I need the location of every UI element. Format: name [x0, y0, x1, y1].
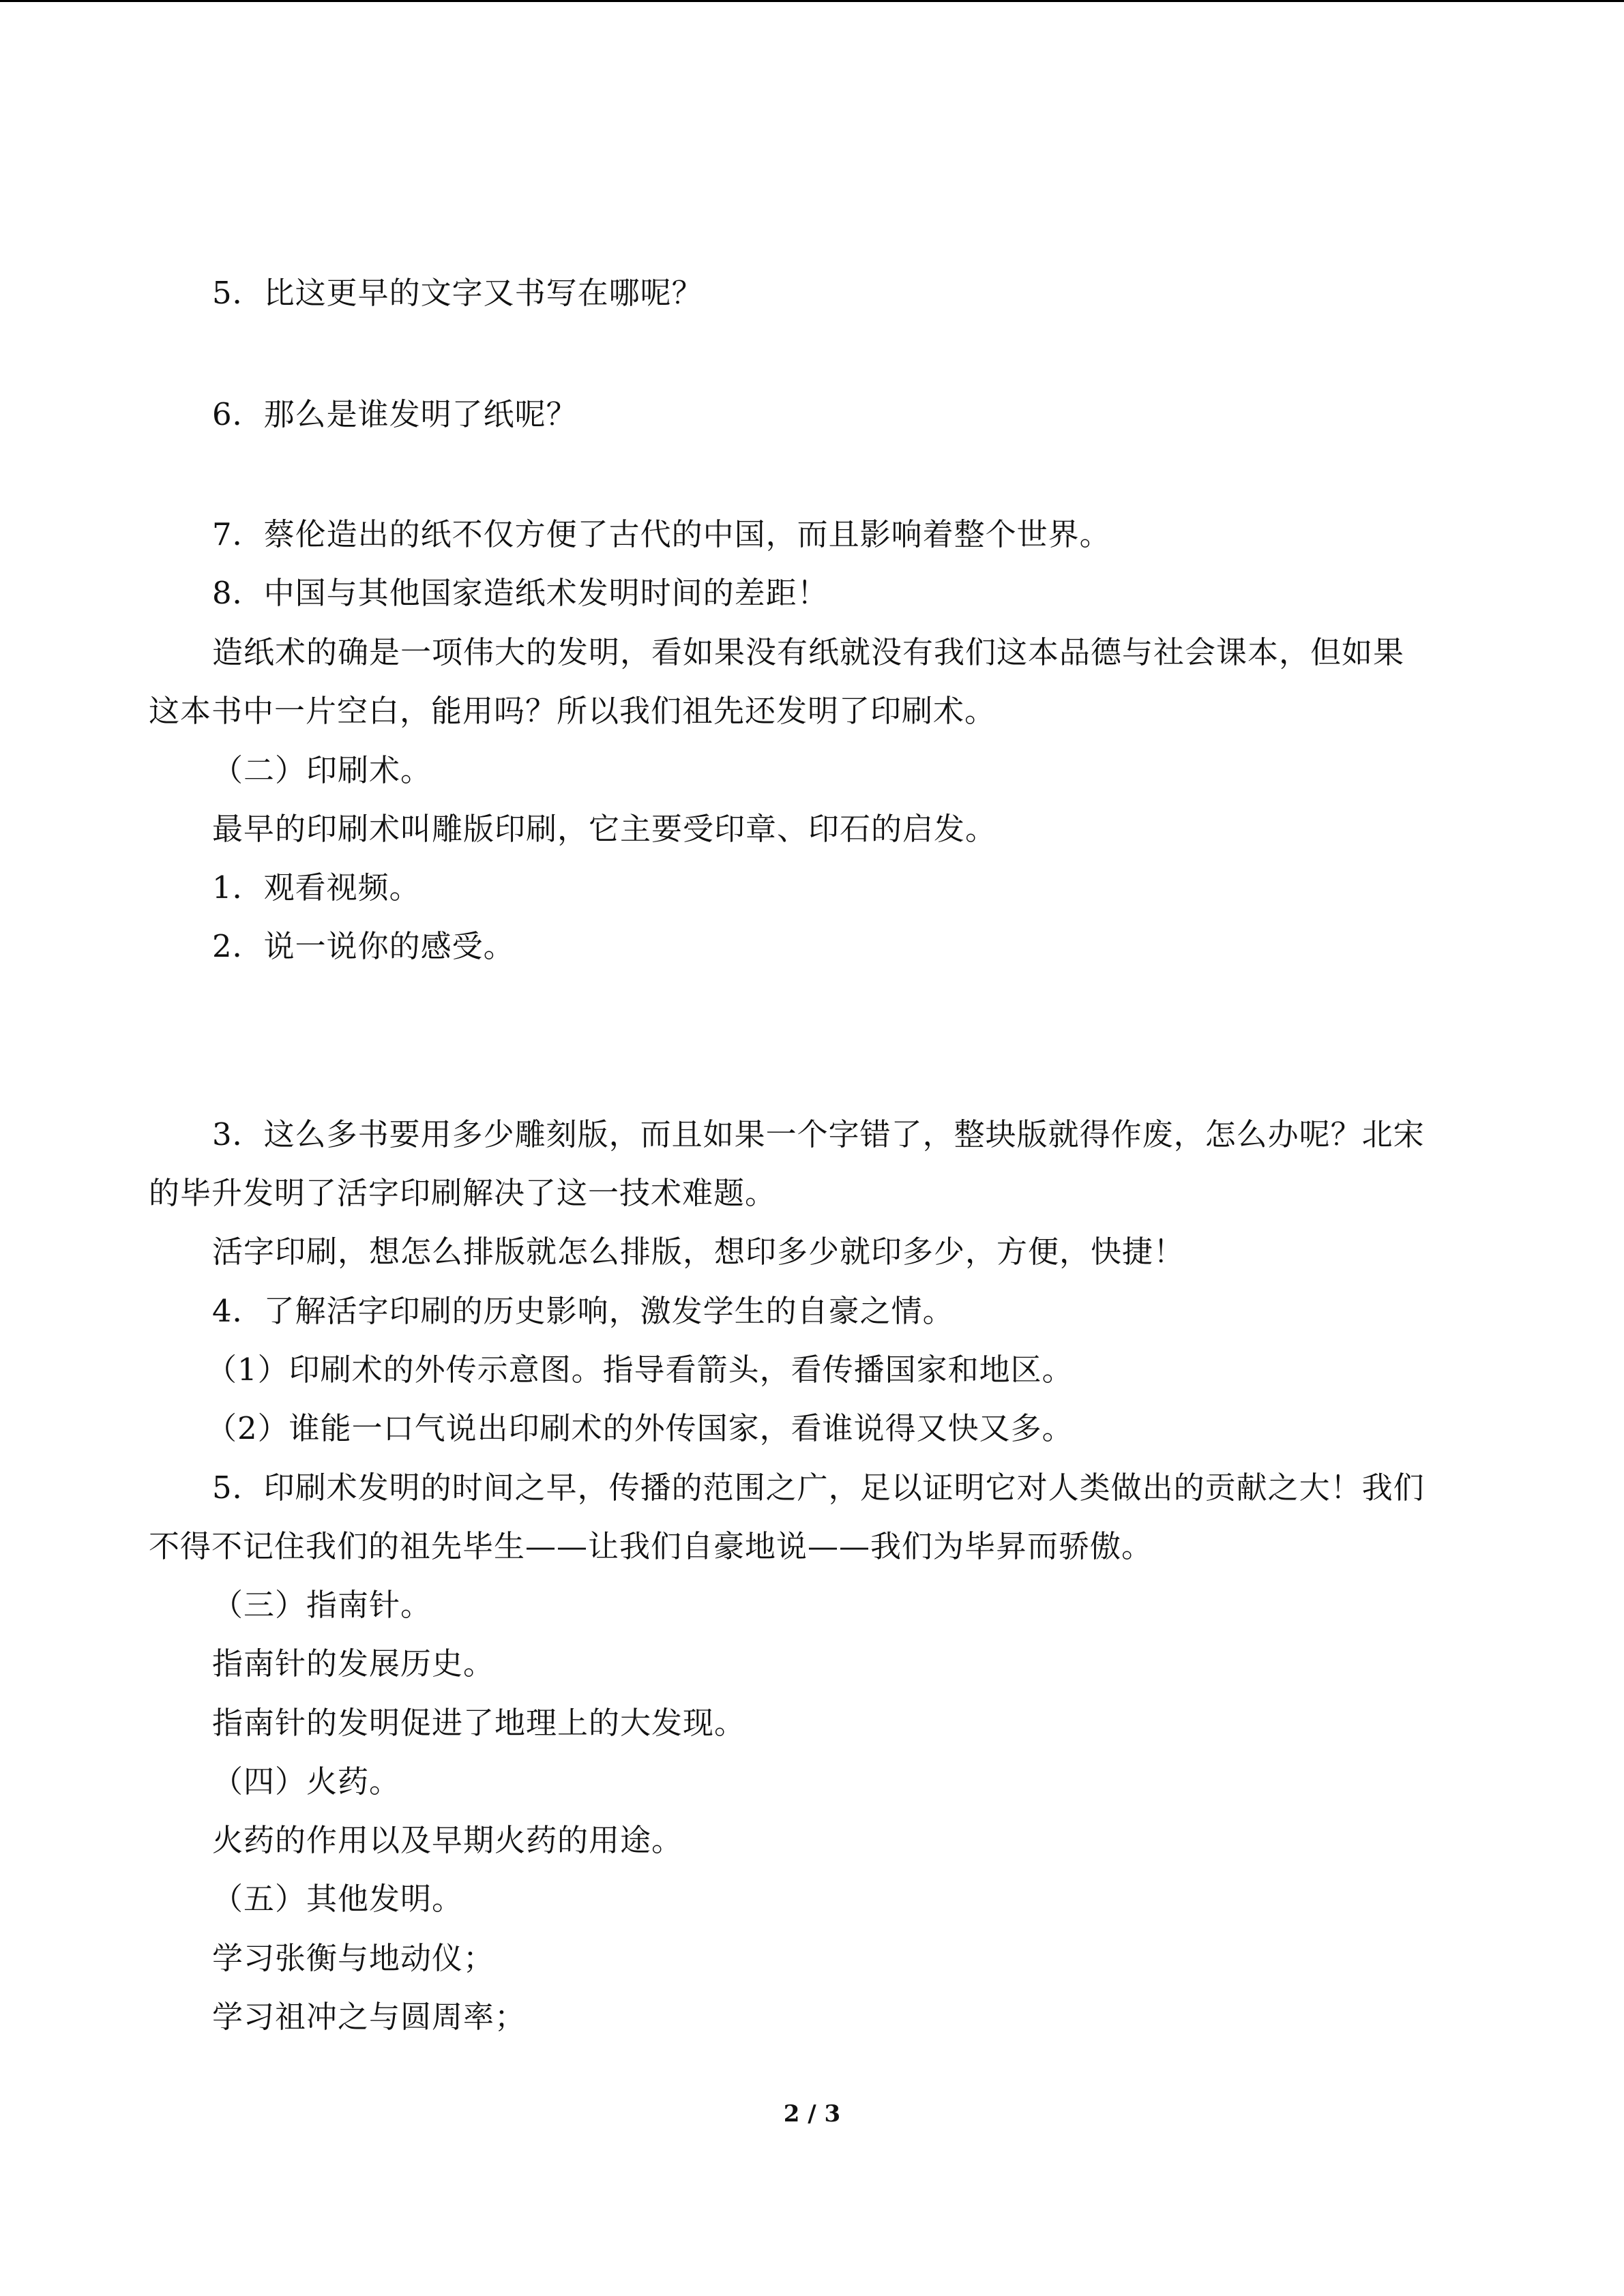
section-heading: （五）其他发明。	[212, 1881, 464, 1917]
paragraph-line: 学习张衡与地动仪；	[212, 1940, 495, 1976]
paragraph-line: 7．蔡伦造出的纸不仅方便了古代的中国，而且影响着整个世界。	[212, 516, 1111, 552]
page-top-border	[0, 0, 1624, 2]
paragraph-line: 这本书中一片空白，能用吗？所以我们祖先还发明了印刷术。	[149, 693, 996, 729]
paragraph-line: 指南针的发明促进了地理上的大发现。	[212, 1705, 746, 1741]
paragraph-line: 的毕升发明了活字印刷解决了这一技术难题。	[149, 1175, 777, 1211]
paragraph-line: 造纸术的确是一项伟大的发明，看如果没有纸就没有我们这本品德与社会课本，但如果	[212, 634, 1405, 670]
paragraph-line: 指南针的发展历史。	[212, 1645, 495, 1682]
list-item: 4．了解活字印刷的历史影响，激发学生的自豪之情。	[212, 1293, 954, 1329]
paragraph-line: 5．比这更早的文字又书写在哪呢？	[212, 275, 703, 311]
list-item: 1．观看视频。	[212, 869, 421, 906]
section-heading: （二）印刷术。	[212, 752, 432, 788]
list-item: 5．印刷术发明的时间之早，传播的范围之广，足以证明它对人类做出的贡献之大！我们	[212, 1470, 1425, 1506]
sub-list-item: （1）印刷术的外传示意图。指导看箭头，看传播国家和地区。	[206, 1352, 1074, 1388]
section-heading: （四）火药。	[212, 1763, 401, 1800]
paragraph-line: 活字印刷，想怎么排版就怎么排版，想印多少就印多少，方便，快捷！	[212, 1234, 1185, 1270]
section-heading: （三）指南针。	[212, 1587, 432, 1623]
paragraph-line: 学习祖冲之与圆周率；	[212, 1999, 527, 2035]
list-item: 3．这么多书要用多少雕刻版，而且如果一个字错了，整块版就得作废，怎么办呢？北宋	[212, 1116, 1425, 1152]
list-item: 2．说一说你的感受。	[212, 928, 515, 964]
sub-list-item: （2）谁能一口气说出印刷术的外传国家，看谁说得又快又多。	[206, 1410, 1074, 1446]
paragraph-line: 最早的印刷术叫雕版印刷，它主要受印章、印石的启发。	[212, 811, 997, 847]
paragraph-line: 8．中国与其他国家造纸术发明时间的差距！	[212, 575, 829, 611]
page-number: 2 / 3	[783, 2100, 841, 2128]
paragraph-line: 火药的作用以及早期火药的用途。	[212, 1822, 683, 1858]
paragraph-line: 不得不记住我们的祖先毕生——让我们自豪地说——我们为毕昇而骄傲。	[149, 1528, 1153, 1564]
paragraph-line: 6．那么是谁发明了纸呢？	[212, 396, 578, 432]
